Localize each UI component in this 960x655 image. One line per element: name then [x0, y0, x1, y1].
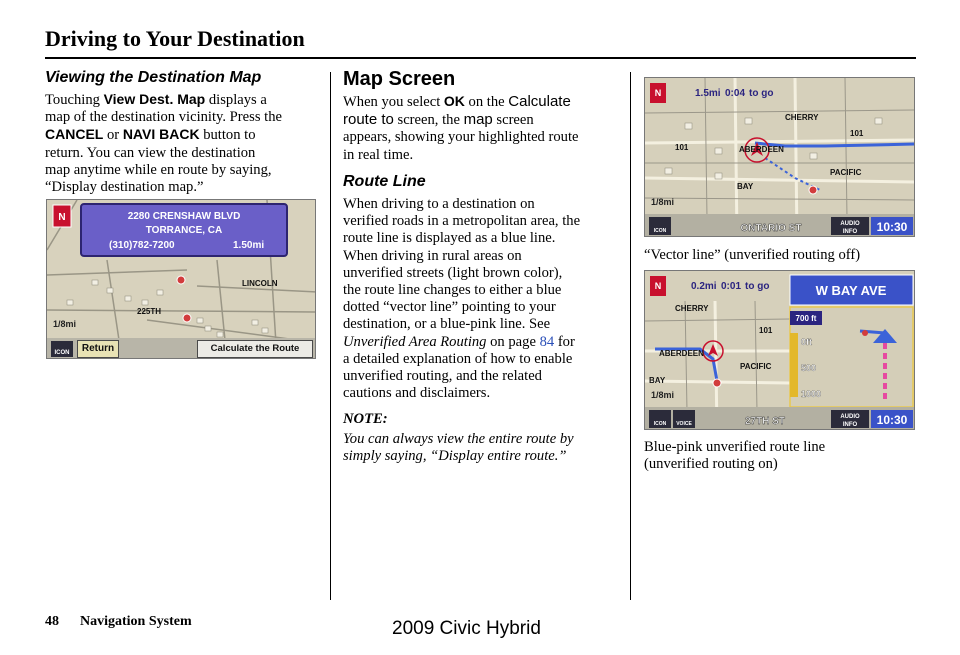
vector-line-map-graphic [645, 78, 915, 237]
map1-street-lincoln: LINCOLN [242, 279, 278, 288]
blue-pink-route-map-graphic [645, 271, 915, 430]
ui-term-ok: OK [443, 93, 465, 109]
map1-address-line1: 2280 CRENSHAW BLVD [127, 211, 241, 222]
watermark: 2009 Civic Hybrid [392, 618, 541, 639]
map2-label-101b: 101 [850, 129, 864, 138]
map2-to-go: to go [749, 88, 774, 99]
map3-voice-label: VOICE [676, 421, 692, 427]
map2-label-101a: 101 [675, 143, 689, 152]
map2-audio-label: AUDIO [840, 221, 860, 227]
map3-scale: 1/8mi [651, 390, 675, 400]
map1-compass: N [58, 212, 66, 223]
ui-term-cancel: CANCEL [45, 126, 104, 143]
svg-text:N: N [654, 281, 662, 291]
destination-map-screenshot [46, 199, 316, 359]
map2-current-street: ONTARIO ST [740, 223, 802, 234]
title-rule [45, 57, 916, 59]
map1-phone: (310)782-7200 [109, 240, 175, 251]
map3-dist-500: 500 [801, 363, 817, 373]
map3-label-pacific: PACIFIC [740, 362, 772, 371]
caption-blue-pink: Blue-pink unverified route line (unverified routing on) [644, 439, 826, 472]
map1-scale: 1/8mi [53, 319, 77, 329]
map-screen-paragraph: When you select OK on the Calculate route to screen, the map screen appears, showing your highlighted route in real time. [343, 93, 579, 163]
map3-current-street: 27TH ST [744, 416, 786, 427]
caption-vector-line: “Vector line” (unverified routing off) [644, 247, 861, 263]
map3-label-bay: BAY [649, 376, 666, 385]
map1-street-225th: 225TH [137, 307, 162, 316]
map2-time: 0:04 [725, 88, 746, 99]
map3-dist-700ft: 700 ft [795, 314, 817, 323]
footer-system-name: Navigation System [80, 614, 192, 629]
map3-dist-0ft: 0ft [801, 337, 812, 347]
map2-label-cherry: CHERRY [785, 113, 819, 122]
section-heading-route-line: Route Line [343, 173, 426, 190]
map2-label-pacific: PACIFIC [830, 168, 862, 177]
ui-term-map: map [463, 111, 493, 129]
note-label: NOTE: [343, 411, 388, 427]
map2-label-aberdeen: ABERDEEN [739, 145, 784, 154]
map3-dist-1000: 1000 [801, 389, 822, 399]
map3-info-label: INFO [842, 422, 858, 428]
page-title: Driving to Your Destination [45, 26, 305, 51]
destination-map-graphic [47, 200, 316, 359]
left-paragraph: Touching View Dest. Map displays a map of the destination vicinity. Press the CANCEL or NAVI BACK button to return. You can view the destination map anytime while en route by saying, “Display destination map.” [45, 91, 282, 196]
column-divider-left [330, 72, 331, 600]
map1-icon-button[interactable]: ICON [51, 341, 73, 357]
map2-label-bay: BAY [737, 182, 754, 191]
map1-distance: 1.50mi [233, 240, 265, 251]
map3-clock: 10:30 [876, 413, 908, 427]
blue-pink-route-map-screenshot [644, 270, 915, 430]
svg-text:N: N [654, 88, 662, 98]
map1-calculate-route-button[interactable]: Calculate the Route [197, 340, 313, 358]
ui-term-calculate: Calculate [508, 93, 571, 110]
vector-line-map-screenshot [644, 77, 915, 237]
page-number: 48 [45, 614, 59, 629]
map3-audio-label: AUDIO [840, 414, 860, 420]
ui-term-navi-back: NAVI BACK [122, 126, 200, 143]
svg-text:ICON: ICON [653, 228, 667, 234]
section-heading-view-dest-map: Viewing the Destination Map [45, 69, 262, 86]
map2-clock: 10:30 [876, 220, 908, 234]
column-divider-right [630, 72, 631, 600]
route-line-paragraph: When driving to a destination on verified roads in a metropolitan area, the route line is displayed as a blue line. When driving in rural areas on unverified streets (light brown color), the route line changes to either a blue dotted “vector line” pointing to your destination, or a blue-pink line. See Unverified Area Routing on page 84 for a detailed explanation of how to enable unverified routing, and the related cautions and disclaimers. [343, 196, 581, 402]
ui-term-route-to: route to [343, 111, 394, 129]
map1-return-button[interactable]: Return [77, 340, 119, 358]
map1-address-line2: TORRANCE, CA [145, 225, 223, 236]
map3-label-aberdeen: ABERDEEN [659, 349, 704, 358]
note-body: You can always view the entire route by simply saying, “Display entire route.” [343, 431, 574, 465]
map3-label-cherry: CHERRY [675, 304, 709, 313]
map2-info-label: INFO [842, 229, 858, 235]
map2-distance: 1.5mi [695, 88, 721, 99]
map3-to-go: to go [745, 281, 770, 292]
map3-distance: 0.2mi [691, 281, 717, 292]
cross-reference-title: Unverified Area Routing [343, 333, 487, 350]
page-84-link[interactable]: 84 [539, 333, 555, 350]
map2-scale: 1/8mi [651, 197, 675, 207]
svg-text:ICON: ICON [653, 421, 667, 427]
map3-street-panel: W BAY AVE [815, 283, 887, 298]
map3-time: 0:01 [721, 281, 742, 292]
map3-label-101: 101 [759, 326, 773, 335]
ui-term-view-dest-map: View Dest. Map [103, 91, 206, 107]
section-heading-map-screen: Map Screen [343, 68, 456, 90]
